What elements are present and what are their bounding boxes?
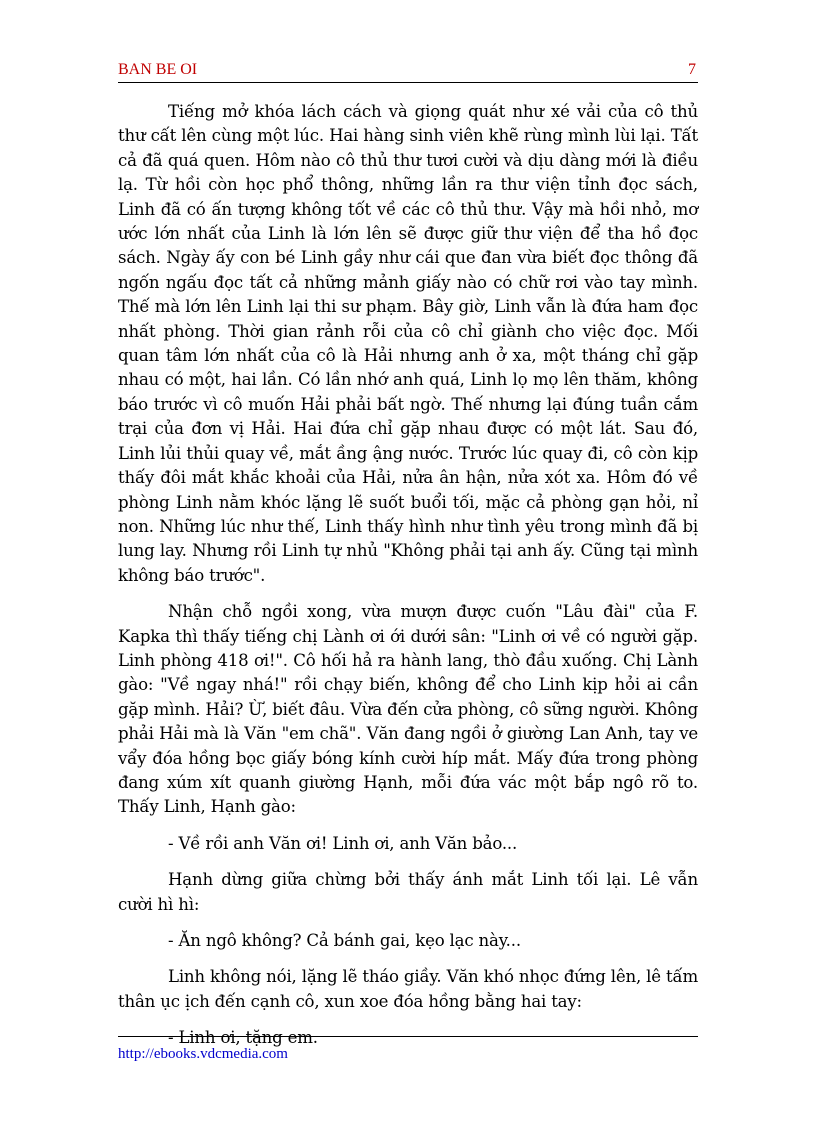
page-number: 7 [688, 61, 696, 78]
footer-url-link[interactable]: http://ebooks.vdcmedia.com [118, 1046, 288, 1062]
paragraph-4: Hạnh dừng giữa chừng bởi thấy ánh mắt Linh tối lại. Lê vẫn cười hì hì: [118, 870, 698, 914]
paragraph-6: Linh không nói, lặng lẽ tháo giầy. Văn khó nhọc đứng lên, lê tấm thân ục ịch đến cạnh cô, xun xoe đóa hồng bằng hai tay: [118, 967, 698, 1011]
paragraph-1: Tiếng mở khóa lách cách và giọng quát như xé vải của cô thủ thư cất lên cùng một lúc. Hai hàng sinh viên khẽ rùng mình lùi lại. Tất cả đã quá quen. Hôm nào cô thủ thư tươi cười và dịu dàng mới là điều lạ. Từ hồi còn học phổ thông, những lần ra thư viện tỉnh đọc sách, Linh đã có ấn tượng không tốt về các cô thủ thư. Vậy mà hồi nhỏ, mơ ước lớn nhất của Linh là lớn lên sẽ được giữ thư viện để tha hồ đọc sách. Ngày ấy con bé Linh gầy như cái que đan vừa biết đọc thông đã ngốn ngấu đọc tất cả những mảnh giấy nào có chữ rơi vào tay mình. Thế mà lớn lên Linh lại thi sư phạm. Bây giờ, Linh vẫn là đứa ham đọc nhất phòng. Thời gian rảnh rỗi của cô chỉ giành cho việc đọc. Mối quan tâm lớn nhất của cô là Hải nhưng anh ở xa, một tháng chỉ gặp nhau có một, hai lần. Có lần nhớ anh quá, Linh lọ mọ lên thăm, không báo trước vì cô muốn Hải phải bất ngờ. Thế nhưng lại đúng tuần cắm trại của đơn vị Hải. Hai đứa chỉ gặp nhau được có một lát. Sau đó, Linh lủi thủi quay về, mắt ầng ậng nước. Trước lúc quay đi, cô còn kịp thấy đôi mắt khắc khoải của Hải, nửa ân hận, nửa xót xa. Hôm đó về phòng Linh nằm khóc lặng lẽ suốt buổi tối, mặc cả phòng gạn hỏi, nỉ non. Những lúc như thế, Linh thấy hình như tình yêu trong mình đã bị lung lay. Nhưng rồi Linh tự nhủ "Không phải tại anh ấy. Cũng tại mình không báo trước". [118, 102, 698, 585]
paragraph-3: - Về rồi anh Văn ơi! Linh ơi, anh Văn bảo... [168, 833, 518, 853]
paragraph-5: - Ăn ngô không? Cả bánh gai, kẹo lạc này... [168, 931, 521, 950]
paragraph-2: Nhận chỗ ngồi xong, vừa mượn được cuốn "Lâu đài" của F. Kapka thì thấy tiếng chị Lành ơi ới dưới sân: "Linh ơi về có người gặp. Linh phòng 418 ơi!". Cô hối hả ra hành lang, thò đầu xuống. Chị Lành gào: "Về ngay nhá!" rồi chạy biến, không để cho Linh kịp hỏi ai cần gặp mình. Hải? Ừ, biết đâu. Vừa đến cửa phòng, cô sững người. Không phải Hải mà là Văn "em chã". Văn đang ngồi ở giường Lan Anh, tay ve vẩy đóa hồng bọc giấy bóng kính cười híp mắt. Mấy đứa trong phòng đang xúm xít quanh giường Hạnh, mỗi đứa vác một bắp ngô rõ to. Thấy Linh, Hạnh gào: [118, 602, 698, 817]
book-title-header: BAN BE OI [118, 61, 198, 78]
paragraph-7: - Linh ơi, tặng em. [168, 1028, 318, 1048]
page-body [118, 100, 698, 1063]
page-header [118, 60, 698, 83]
page-footer [118, 1036, 698, 1064]
